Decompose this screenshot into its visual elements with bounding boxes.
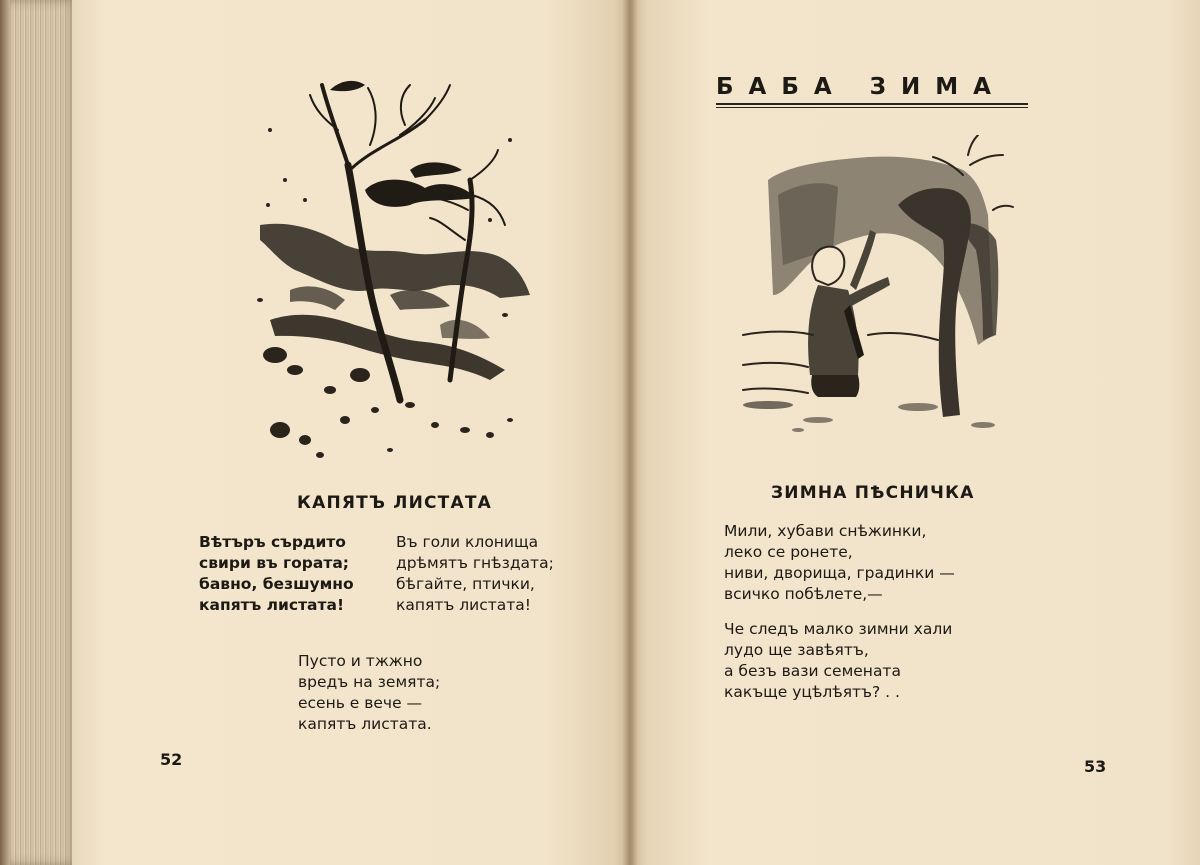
verse-line: капятъ листата. xyxy=(298,715,432,733)
book-gutter xyxy=(622,0,638,865)
right-poem-title: ЗИМНА ПѢСНИЧКА xyxy=(771,483,975,503)
right-stanza-2 xyxy=(724,619,952,703)
verse-line: Че следъ малко зимни хали xyxy=(724,620,953,638)
left-stanza-1-column-b xyxy=(396,532,554,616)
section-title: БАБА ЗИМА xyxy=(716,74,1006,100)
page-number-left: 52 xyxy=(160,750,183,769)
verse-line: капятъ листата! xyxy=(199,596,345,614)
verse-line: Вѣтъръ сърдито xyxy=(199,533,346,551)
verse-line: Пусто и тжжно xyxy=(298,652,423,670)
verse-line: лудо ще завѣятъ, xyxy=(724,641,869,659)
left-stanza-1-column-a xyxy=(199,532,354,616)
verse-line: вредъ на земята; xyxy=(298,673,441,691)
verse-line: всичко побѣлете,— xyxy=(724,585,883,603)
left-poem-title: КАПЯТЪ ЛИСТАТА xyxy=(297,493,492,513)
verse-line: бѣгайте, птички, xyxy=(396,575,535,593)
page-edges xyxy=(0,0,78,865)
verse-line: ниви, дворища, градинки — xyxy=(724,564,955,582)
verse-line: какъще уцѣлѣятъ? . . xyxy=(724,683,900,701)
verse-line: капятъ листата! xyxy=(396,596,531,614)
page-number-right: 53 xyxy=(1084,757,1107,776)
verse-line: дрѣмятъ гнѣздата; xyxy=(396,554,554,572)
verse-line: леко се ронете, xyxy=(724,543,853,561)
verse-line: свири въ гората; xyxy=(199,554,350,572)
verse-line: а безъ вази семената xyxy=(724,662,901,680)
section-title-rule xyxy=(716,103,1028,105)
verse-line: Въ голи клонища xyxy=(396,533,539,551)
section-title-rule-thin xyxy=(716,107,1028,108)
verse-line: Мили, хубави снѣжинки, xyxy=(724,522,927,540)
verse-line: есень е вече — xyxy=(298,694,423,712)
left-stanza-2 xyxy=(298,651,440,735)
winter-grandmother-illustration xyxy=(738,135,1018,440)
right-stanza-1 xyxy=(724,521,955,605)
verse-line: бавно, безшумно xyxy=(199,575,354,593)
autumn-trees-illustration xyxy=(250,70,540,470)
